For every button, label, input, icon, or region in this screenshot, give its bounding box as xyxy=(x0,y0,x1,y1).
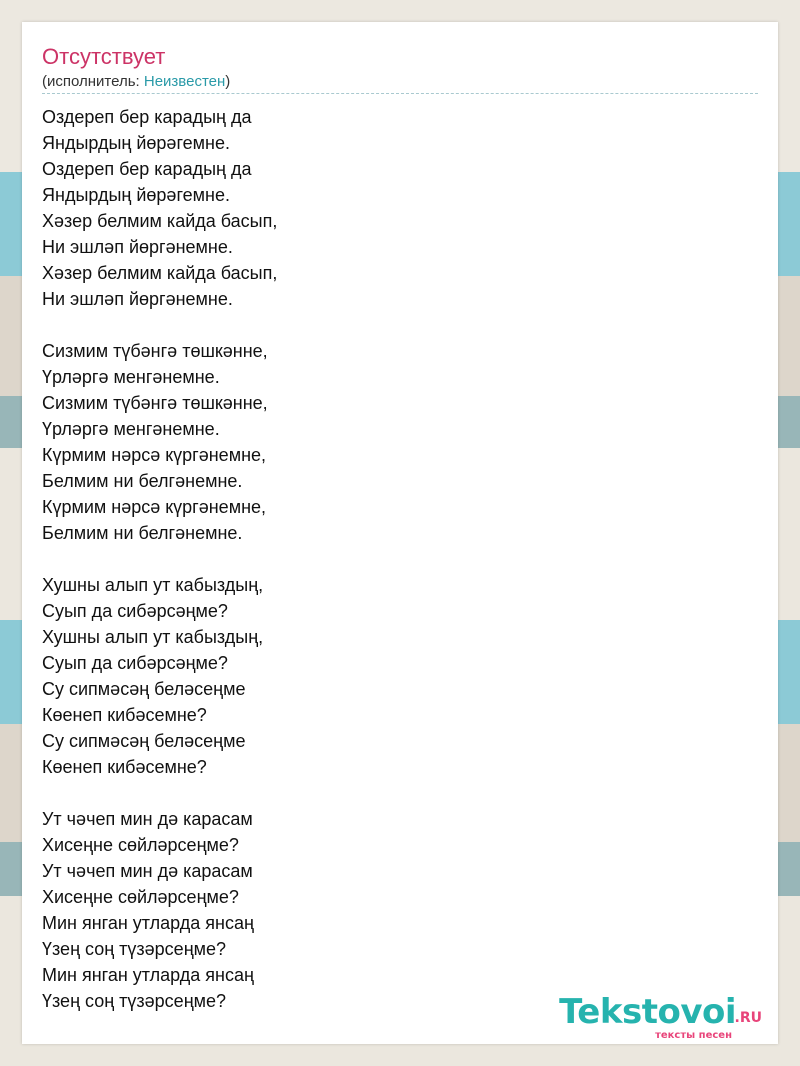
artist-suffix: ) xyxy=(225,73,231,90)
lyric-line: Күрмим нәрсә күргәнемне, xyxy=(42,445,267,465)
lyric-line: Хушны алып ут кабыздың, xyxy=(42,627,264,647)
artist-prefix: (исполнитель: xyxy=(42,73,144,90)
logo-tagline: тексты песен xyxy=(655,1030,732,1041)
lyric-line: Суып да сибәрсәңме? xyxy=(42,653,228,673)
lyric-line: Белмим ни белгәнемне. xyxy=(42,471,243,491)
lyric-line: Үрләргә менгәнемне. xyxy=(42,419,220,439)
lyric-line: Оздереп бер карадың да xyxy=(42,159,252,179)
lyric-line: Су сипмәсәң беләсеңме xyxy=(42,731,246,751)
lyrics-stanza xyxy=(42,806,742,1014)
song-title: Отсутствует xyxy=(42,44,166,69)
artist-link[interactable]: Неизвестен xyxy=(143,73,226,90)
logo-tld: .RU xyxy=(734,1010,762,1026)
lyric-line: Хисеңне сөйләрсеңме? xyxy=(42,887,239,907)
lyric-line: Сизмим түбәнгә төшкәнне, xyxy=(42,393,268,413)
lyric-line: Хушны алып ут кабыздың, xyxy=(42,575,264,595)
lyric-line: Белмим ни белгәнемне. xyxy=(42,523,243,543)
lyrics-stanza xyxy=(42,572,742,780)
lyric-line: Суып да сибәрсәңме? xyxy=(42,601,228,621)
lyric-line: Үзең соң түзәрсеңме? xyxy=(42,939,227,959)
lyric-line: Яндырдың йөрәгемне. xyxy=(42,133,230,153)
lyric-line: Үрләргә менгәнемне. xyxy=(42,367,220,387)
lyric-line: Ни эшләп йөргәнемне. xyxy=(42,289,233,309)
lyric-line: Мин янган утларда янсаң xyxy=(42,913,254,933)
lyric-line: Көенеп кибәсемне? xyxy=(42,705,207,725)
lyric-line: Сизмим түбәнгә төшкәнне, xyxy=(42,341,268,361)
header-divider xyxy=(42,93,758,94)
lyric-line: Ут чәчеп мин дә карасам xyxy=(42,861,253,881)
lyric-line: Үзең соң түзәрсеңме? xyxy=(42,991,227,1011)
lyrics-stanza xyxy=(42,104,742,312)
site-logo[interactable] xyxy=(550,992,770,1044)
lyric-line: Хәзер белмим кайда басып, xyxy=(42,211,278,231)
lyrics-card xyxy=(22,22,778,1044)
lyric-line: Оздереп бер карадың да xyxy=(42,107,252,127)
lyric-line: Күрмим нәрсә күргәнемне, xyxy=(42,497,267,517)
lyric-line: Ни эшләп йөргәнемне. xyxy=(42,237,233,257)
lyric-line: Су сипмәсәң беләсеңме xyxy=(42,679,246,699)
lyric-line: Хисеңне сөйләрсеңме? xyxy=(42,835,239,855)
lyric-line: Көенеп кибәсемне? xyxy=(42,757,207,777)
logo-wordmark: Tekstovoi xyxy=(559,992,736,1032)
lyric-line: Мин янган утларда янсаң xyxy=(42,965,254,985)
artist-line xyxy=(42,72,230,92)
lyrics-stanza xyxy=(42,338,742,546)
lyric-line: Хәзер белмим кайда басып, xyxy=(42,263,278,283)
lyric-line: Ут чәчеп мин дә карасам xyxy=(42,809,253,829)
lyrics-body xyxy=(42,104,742,1040)
lyric-line: Яндырдың йөрәгемне. xyxy=(42,185,230,205)
